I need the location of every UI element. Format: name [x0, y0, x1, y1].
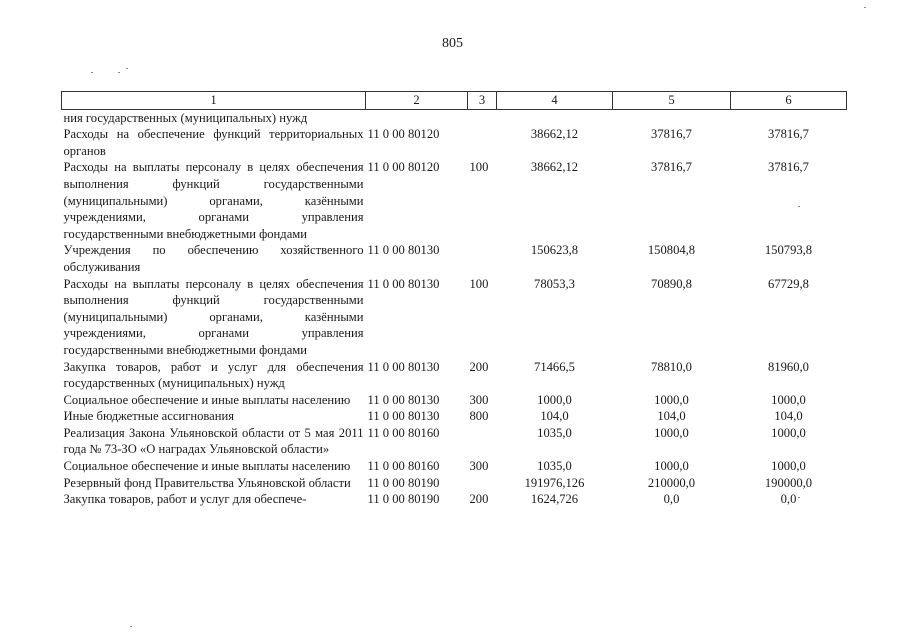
row-value-2: 104,0	[657, 409, 686, 424]
row-name: Расходы на выплаты персоналу в целях обеспечения выполнения функций государственными (муниципальными) органами, казёнными учреждениями, органами управления государственными внебюджетными фондами	[63, 276, 364, 357]
row-code	[366, 109, 468, 126]
row-value-1: 38662,12	[530, 127, 579, 142]
table-row	[62, 425, 847, 458]
row-value-2: 78810,0	[651, 359, 692, 374]
table-row	[62, 392, 847, 409]
row-value-2: 1000,0	[654, 425, 689, 440]
row-value-3	[731, 109, 847, 126]
table-row	[62, 458, 847, 475]
row-code: 11 0 00 80130	[367, 409, 440, 424]
row-value-2: 1000,0	[654, 459, 689, 474]
row-code: 11 0 00 80130	[367, 359, 440, 374]
header-row	[62, 92, 847, 110]
row-value-1: 1624,726	[530, 492, 579, 507]
row-code: 11 0 00 80160	[367, 459, 440, 474]
row-value-3: 37816,7	[768, 127, 809, 142]
row-name: Закупка товаров, работ и услуг для обеспечения государственных (муниципальных) нужд	[63, 359, 364, 391]
row-expense-type	[468, 126, 497, 159]
row-code: 11 0 00 80130	[367, 243, 440, 258]
header-col-6: 6	[731, 92, 847, 110]
row-code: 11 0 00 80160	[367, 425, 440, 440]
table-row	[62, 359, 847, 392]
row-value-2: 37816,7	[651, 127, 692, 142]
row-expense-type: 100	[469, 160, 489, 175]
header-col-2: 2	[366, 92, 468, 110]
page-number: 805	[442, 36, 463, 51]
table-row	[62, 242, 847, 275]
table-row	[62, 159, 847, 242]
row-value-3: 1000,0	[771, 425, 806, 440]
row-expense-type: 200	[469, 359, 489, 374]
row-value-1: 38662,12	[530, 160, 579, 175]
row-name: Социальное обеспечение и иные выплаты населению	[63, 392, 351, 407]
row-name: ния государственных (муниципальных) нужд	[63, 110, 308, 125]
row-name: Резервный фонд Правительства Ульяновской области	[63, 475, 351, 490]
row-name: Расходы на обеспечение функций территориальных органов	[63, 127, 364, 158]
row-value-1: 1000,0	[537, 392, 572, 407]
header-col-4: 4	[497, 92, 613, 110]
table-row	[62, 126, 847, 159]
row-expense-type	[468, 475, 497, 492]
row-value-2: 210000,0	[647, 475, 696, 490]
row-expense-type: 200	[469, 492, 489, 507]
row-value-1: 150623,8	[530, 243, 579, 258]
row-expense-type: 300	[469, 392, 489, 407]
row-value-2: 150804,8	[647, 243, 696, 258]
row-expense-type	[468, 425, 497, 458]
row-name: Расходы на выплаты персоналу в целях обеспечения выполнения функций государственными (муниципальными) органами, казёнными учреждениями, органами управления государственными внебюджетными фондами	[63, 160, 364, 241]
row-expense-type	[468, 242, 497, 275]
row-value-2: 0,0	[663, 492, 680, 507]
row-value-3: 1000,0	[771, 392, 806, 407]
row-value-3: 37816,7	[768, 160, 809, 175]
scan-speck	[91, 72, 93, 73]
scan-speck	[798, 497, 800, 498]
table-row	[62, 109, 847, 126]
row-value-1: 191976,126	[524, 475, 585, 490]
row-value-3: 1000,0	[771, 459, 806, 474]
table-header	[62, 92, 847, 110]
row-value-1	[497, 109, 613, 126]
row-value-3: 190000,0	[764, 475, 813, 490]
row-code: 11 0 00 80130	[367, 392, 440, 407]
row-value-3: 67729,8	[768, 276, 809, 291]
row-expense-type: 300	[469, 459, 489, 474]
row-name: Учреждения по обеспечению хозяйственного обслуживания	[63, 243, 364, 274]
row-value-1: 1035,0	[537, 459, 572, 474]
row-value-2: 37816,7	[651, 160, 692, 175]
row-code: 11 0 00 80190	[367, 492, 440, 507]
row-value-1: 78053,3	[534, 276, 575, 291]
row-value-3: 81960,0	[768, 359, 809, 374]
scan-speck	[798, 206, 800, 207]
row-name: Закупка товаров, работ и услуг для обеспече-	[63, 492, 307, 507]
table-body	[62, 109, 847, 508]
row-name: Иные бюджетные ассигнования	[63, 409, 235, 424]
row-value-2: 70890,8	[651, 276, 692, 291]
row-code: 11 0 00 80130	[367, 276, 440, 291]
budget-table	[61, 91, 847, 508]
header-col-3: 3	[468, 92, 497, 110]
row-name: Социальное обеспечение и иные выплаты населению	[63, 459, 351, 474]
scan-speck	[864, 7, 866, 8]
row-expense-type	[468, 109, 497, 126]
row-value-3: 0,0	[780, 492, 797, 507]
row-value-2	[613, 109, 731, 126]
row-code: 11 0 00 80120	[367, 127, 440, 142]
scan-speck	[130, 626, 132, 627]
table-row	[62, 408, 847, 425]
table-row	[62, 276, 847, 359]
scan-speck	[118, 72, 120, 73]
scan-speck	[126, 68, 128, 69]
row-expense-type: 100	[469, 276, 489, 291]
row-value-1: 1035,0	[537, 425, 572, 440]
row-value-1: 104,0	[540, 409, 569, 424]
row-name: Реализация Закона Ульяновской области от 5 мая 2011 года № 73-ЗО «О наградах Ульяновской области»	[63, 425, 364, 457]
table-row	[62, 475, 847, 492]
header-col-1: 1	[62, 92, 366, 110]
row-value-2: 1000,0	[654, 392, 689, 407]
row-expense-type: 800	[469, 409, 489, 424]
row-code: 11 0 00 80120	[367, 160, 440, 175]
row-value-1: 71466,5	[534, 359, 575, 374]
row-value-3: 150793,8	[764, 243, 813, 258]
header-col-5: 5	[613, 92, 731, 110]
table-row	[62, 491, 847, 508]
row-value-3: 104,0	[774, 409, 803, 424]
row-code: 11 0 00 80190	[367, 475, 440, 490]
